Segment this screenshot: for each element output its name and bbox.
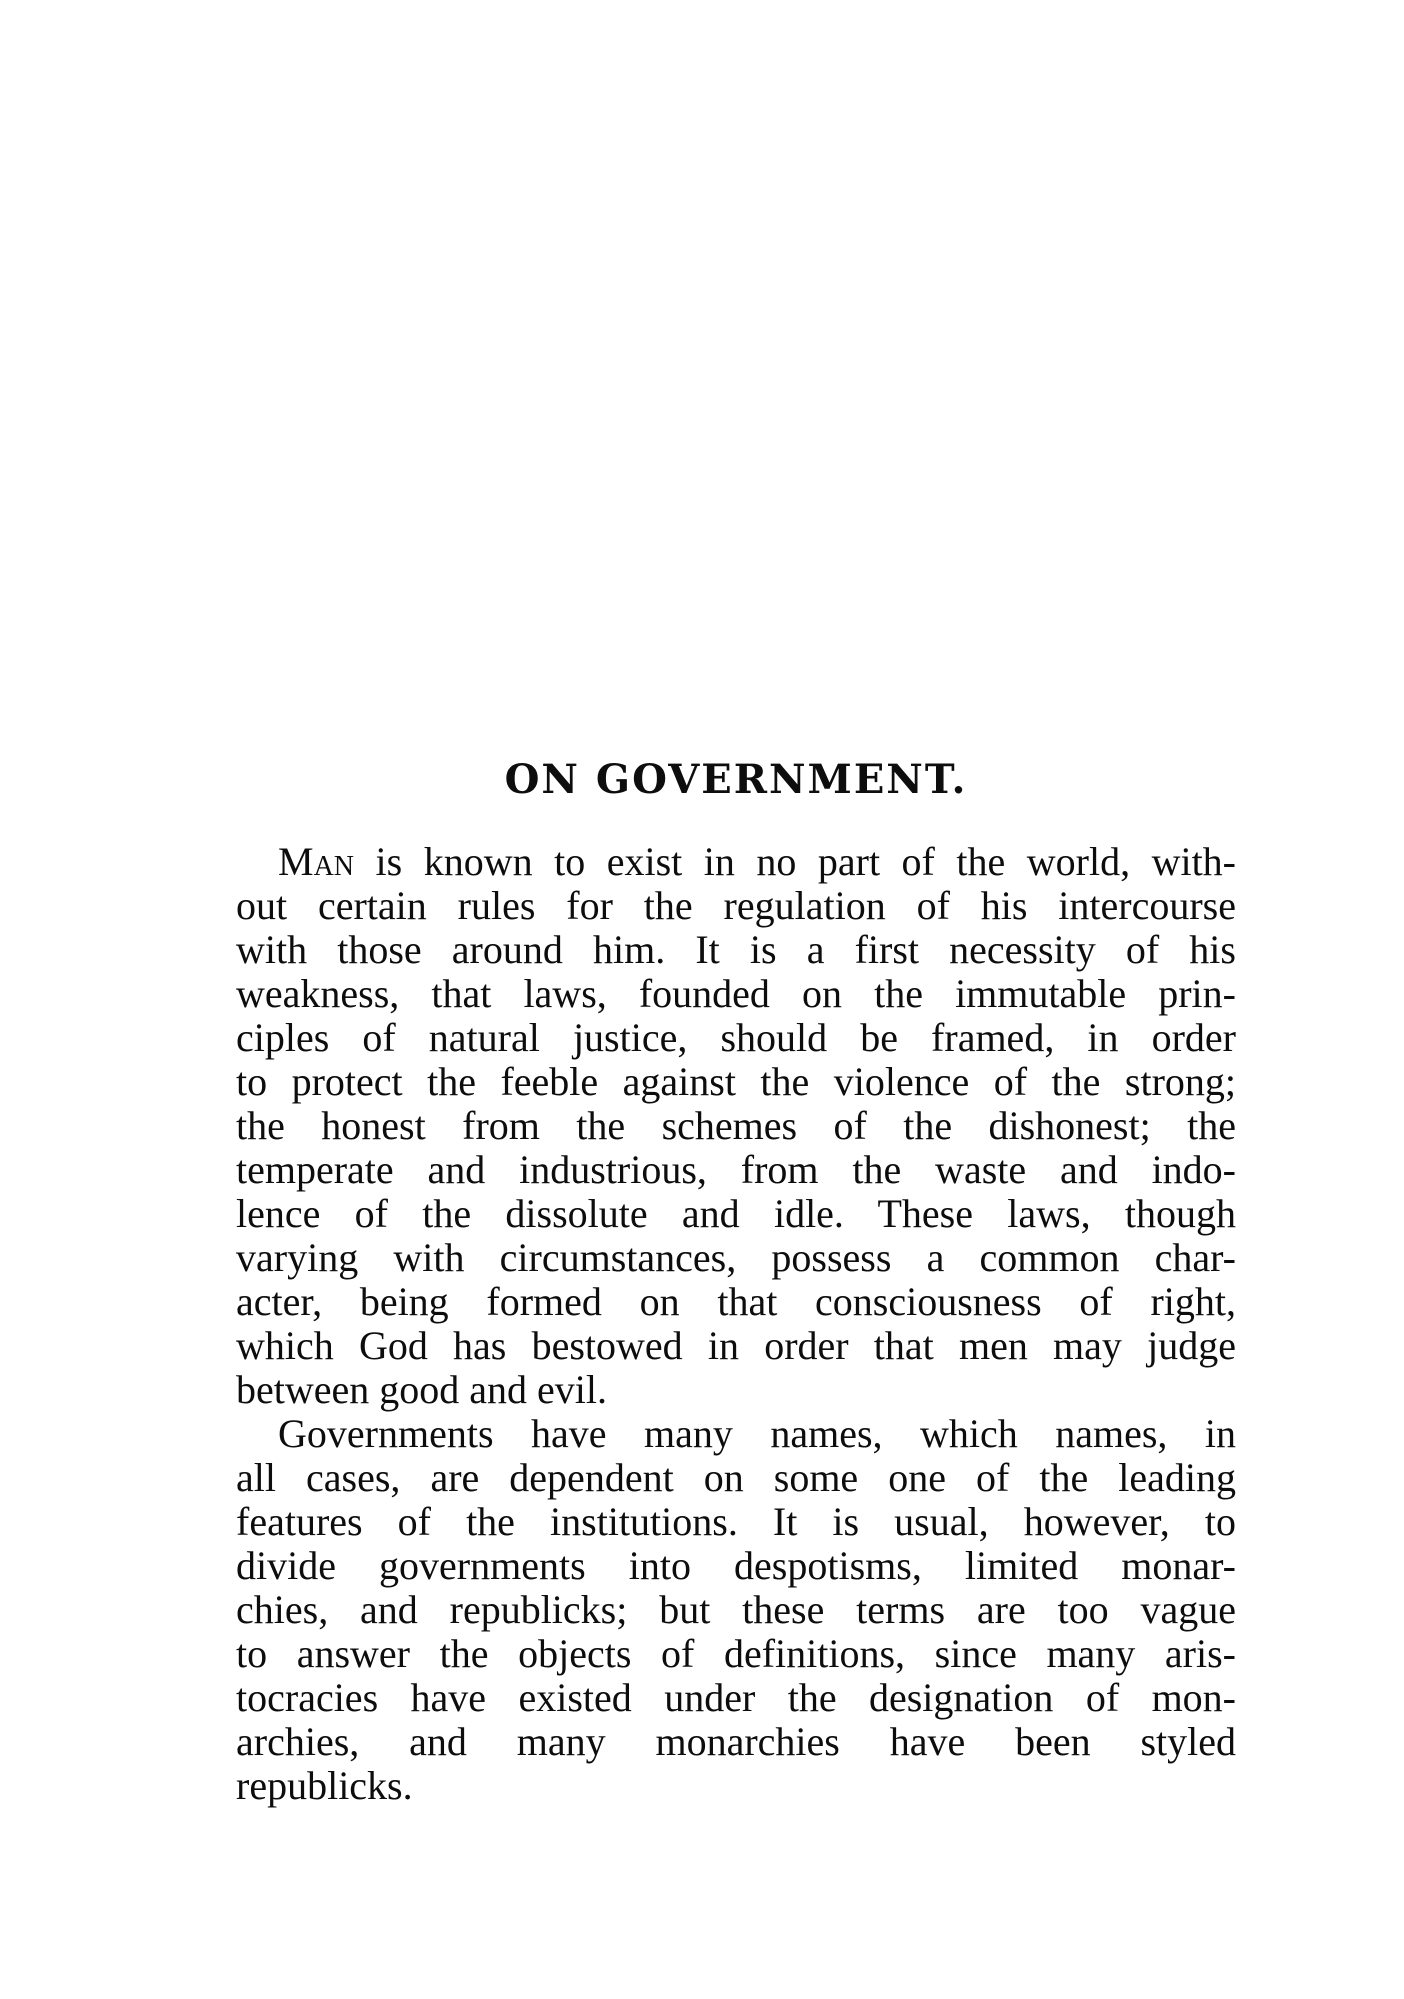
text-line: ciples of natural justice, should be framed, in order: [236, 1015, 1236, 1060]
paragraph-1: [236, 840, 1236, 1412]
text-line: acter, being formed on that consciousness of right,: [236, 1279, 1236, 1324]
text-line: chies, and republicks; but these terms are too vague: [236, 1587, 1236, 1632]
chapter-heading: ON GOVERNMENT.: [504, 756, 968, 803]
text-line: with those around him. It is a first necessity of his: [236, 927, 1236, 972]
body-text: [236, 840, 1236, 1808]
text-line: the honest from the schemes of the dishonest; the: [236, 1103, 1236, 1148]
text-line: between good and evil.: [236, 1367, 607, 1412]
text-line: which God has bestowed in order that men may judge: [236, 1323, 1236, 1368]
text-line: tocracies have existed under the designation of mon-: [236, 1675, 1236, 1720]
text-line: temperate and industrious, from the waste and indo-: [236, 1147, 1236, 1192]
line-text: is known to exist in no part of the world, with-: [354, 839, 1236, 884]
text-line: republicks.: [236, 1763, 413, 1808]
text-line: features of the institutions. It is usual, however, to: [236, 1499, 1236, 1544]
text-line: weakness, that laws, founded on the immutable prin-: [236, 971, 1236, 1016]
text-line: Governments have many names, which names, in: [278, 1411, 1236, 1456]
text-line: to answer the objects of definitions, since many aris-: [236, 1631, 1236, 1676]
paragraph-2: [236, 1412, 1236, 1808]
text-line: [236, 840, 1236, 884]
paragraph-lead-word: Man: [278, 839, 355, 884]
text-line: to protect the feeble against the violence of the strong;: [236, 1059, 1236, 1104]
text-line: lence of the dissolute and idle. These laws, though: [236, 1191, 1236, 1236]
text-line: out certain rules for the regulation of his intercourse: [236, 883, 1236, 928]
text-line: all cases, are dependent on some one of the leading: [236, 1455, 1236, 1500]
text-line: divide governments into despotisms, limited monar-: [236, 1543, 1236, 1588]
text-line: archies, and many monarchies have been styled: [236, 1719, 1236, 1764]
text-line: varying with circumstances, possess a common char-: [236, 1235, 1236, 1280]
